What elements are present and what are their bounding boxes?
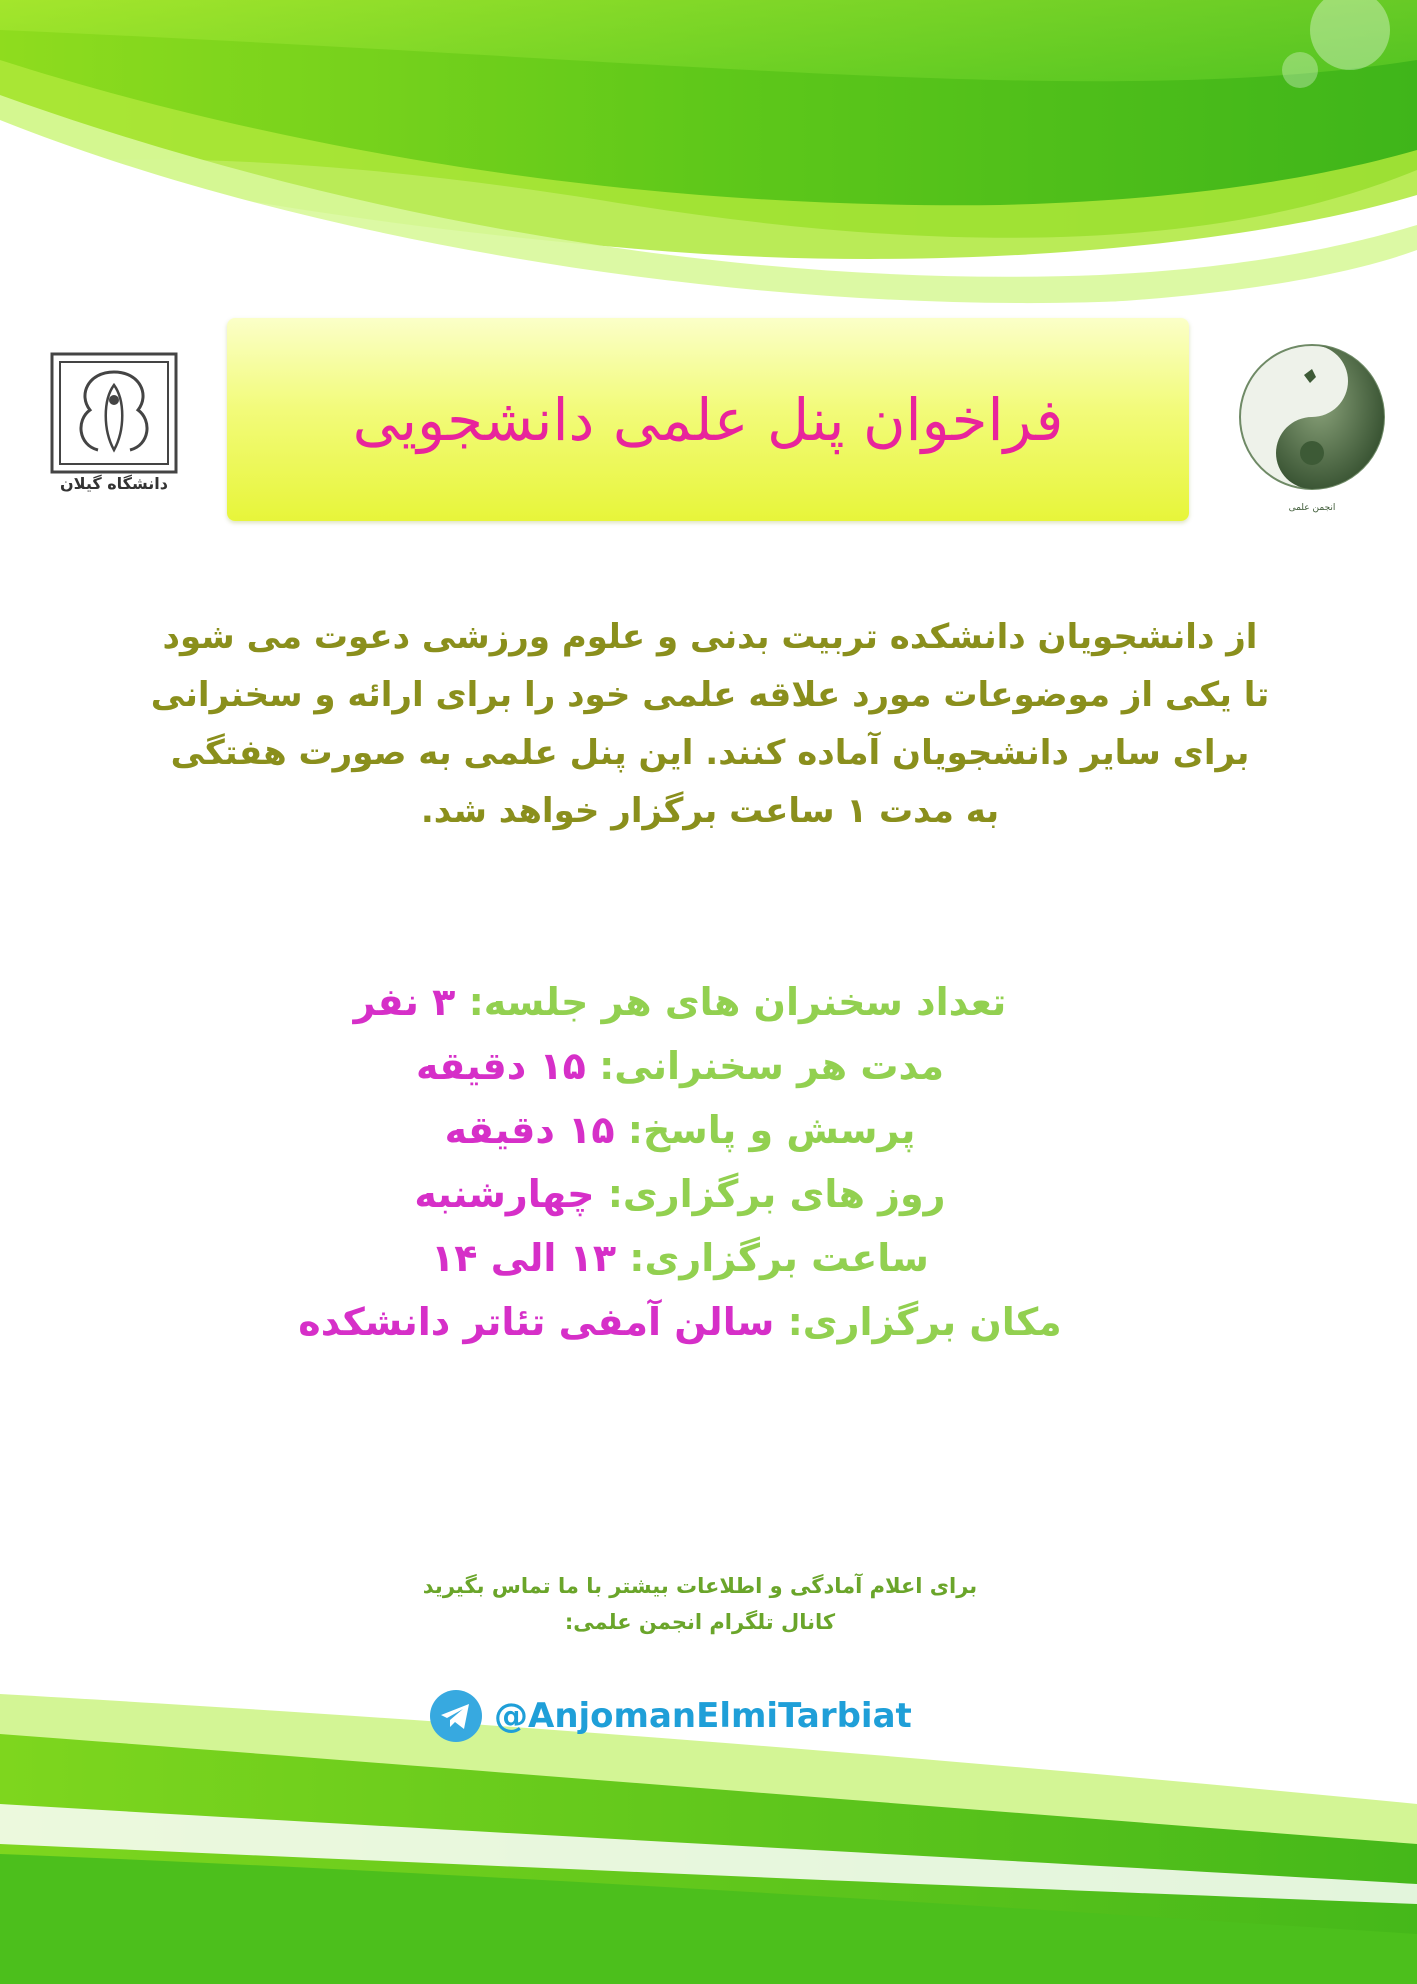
page-title: فراخوان پنل علمی دانشجویی	[352, 385, 1064, 454]
detail-location	[250, 1290, 1110, 1354]
telegram-icon	[430, 1690, 482, 1742]
telegram-link[interactable]	[430, 1688, 912, 1744]
detail-speakers-count	[250, 970, 1110, 1034]
intro-line: از دانشجویان دانشکده تربیت بدنی و علوم ورزشی دعوت می شود	[162, 617, 1258, 657]
detail-label: تعداد سخنران های هر جلسه:	[455, 980, 1007, 1024]
detail-time	[250, 1226, 1110, 1290]
detail-days	[250, 1162, 1110, 1226]
association-logo	[1228, 325, 1390, 535]
detail-value: ۱۵ دقیقه	[415, 1044, 586, 1088]
detail-label: مدت هر سخنرانی:	[585, 1044, 945, 1088]
title-banner	[227, 318, 1189, 521]
detail-value: ۱۵ دقیقه	[444, 1108, 615, 1152]
detail-label: روز های برگزاری:	[594, 1172, 946, 1216]
detail-label: مکان برگزاری:	[774, 1300, 1062, 1344]
detail-value: ۱۳ الی ۱۴	[431, 1236, 617, 1280]
detail-value: سالن آمفی تئاتر دانشکده	[298, 1300, 775, 1344]
contact-info	[300, 1568, 1100, 1640]
intro-line: به مدت ۱ ساعت برگزار خواهد شد.	[420, 791, 1000, 831]
detail-qa-duration	[250, 1098, 1110, 1162]
intro-line: تا یکی از موضوعات مورد علاقه علمی خود را برای ارائه و سخنرانی	[150, 675, 1270, 715]
details-list	[250, 970, 1110, 1354]
telegram-handle[interactable]: @AnjomanElmiTarbiat	[494, 1696, 912, 1736]
detail-label: پرسش و پاسخ:	[614, 1108, 916, 1152]
detail-value: چهارشنبه	[414, 1172, 595, 1216]
detail-label: ساعت برگزاری:	[616, 1236, 929, 1280]
svg-text:انجمن علمی: انجمن علمی	[1288, 503, 1336, 513]
university-logo-caption: دانشگاه گیلان	[60, 474, 168, 493]
detail-talk-duration	[250, 1034, 1110, 1098]
contact-line: برای اعلام آمادگی و اطلاعات بیشتر با ما تماس بگیرید	[422, 1574, 978, 1598]
detail-value: ۳ نفر	[353, 980, 456, 1024]
top-wave-decoration	[0, 0, 1417, 360]
intro-paragraph	[60, 608, 1360, 840]
intro-line: برای سایر دانشجویان آماده کنند. این پنل علمی به صورت هفتگی	[170, 733, 1250, 773]
telegram-channel-label: کانال تلگرام انجمن علمی:	[564, 1610, 836, 1634]
